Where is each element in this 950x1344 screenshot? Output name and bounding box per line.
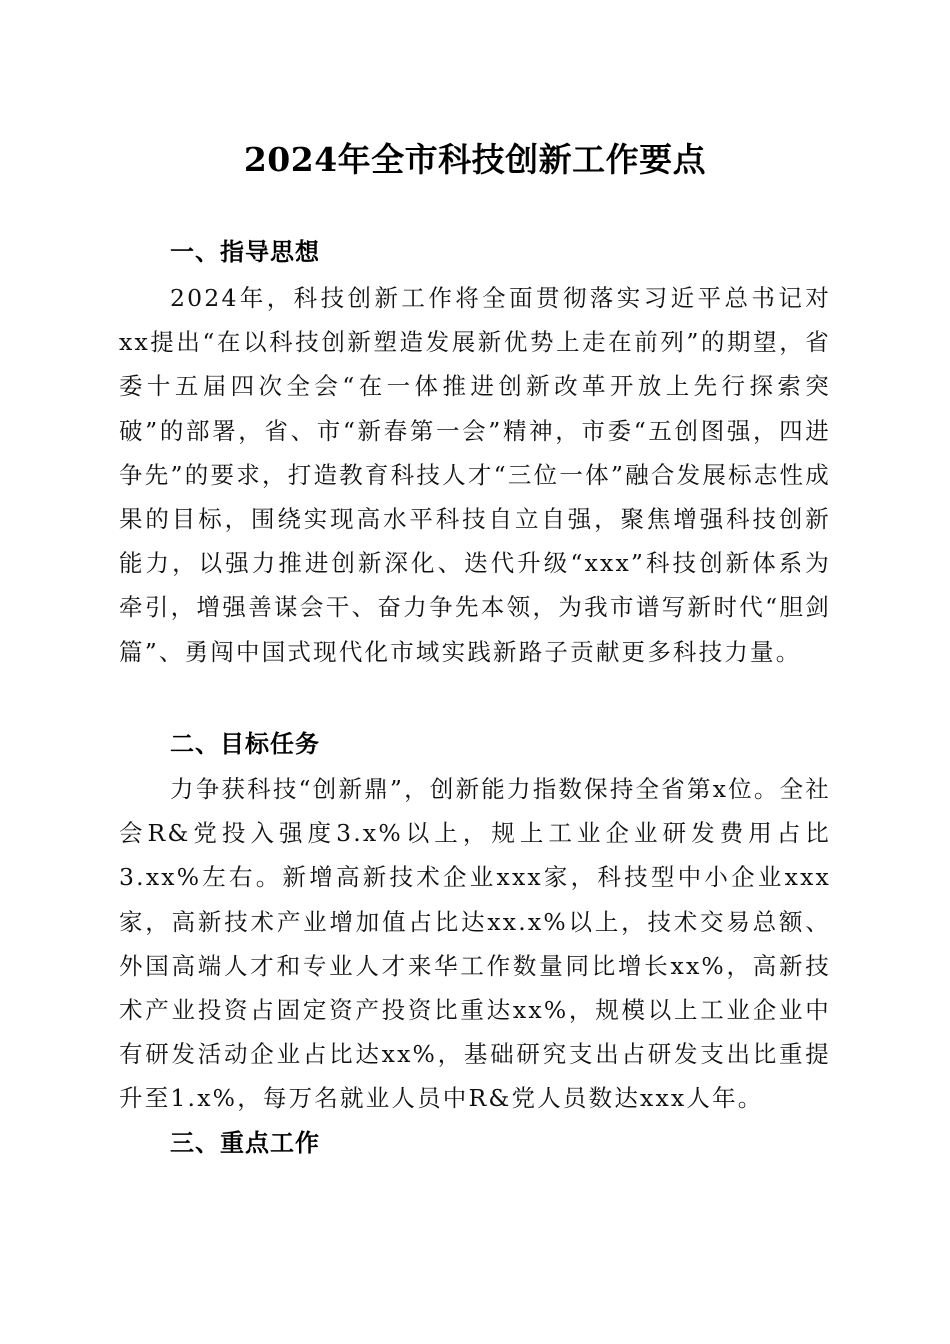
section-paragraph-guiding-ideology: 2024年，科技创新工作将全面贯彻落实习近平总书记对xx提出“在以科技创新塑造发展新优势上走在前列”的期望，省委十五届四次全会“在一体推进创新改革开放上先行探索突破”的部署，省、市“新春第一会”精神，市委“五创图强，四进争先”的要求，打造教育科技人才“三位一体”融合发展标志性成果的目标，围绕实现高水平科技自立自强，聚焦增强科技创新能力，以强力推进创新深化、迭代升级“xxx”科技创新体系为牵引，增强善谋会干、奋力争先本领，为我市谱写新时代“胆剑篇”、勇闯中国式现代化市域实践新路子贡献更多科技力量。 (119, 284, 831, 666)
section-heading-guiding-ideology: 一、指导思想 (170, 238, 320, 266)
section-heading-key-work: 三、重点工作 (170, 1129, 320, 1157)
page-title: 2024年全市科技创新工作要点 (243, 140, 707, 179)
section-paragraph-targets: 力争获科技“创新鼎”，创新能力指数保持全省第x位。全社会R&党投入强度3.x%以上，规上工业企业研发费用占比3.xx%左右。新增高新技术企业xxx家，科技型中小企业xxx家，高新技术产业增加值占比达xx.x%以上，技术交易总额、外国高端人才和专业人才来华工作数量同比增长xx%，高新技术产业投资占固定资产投资比重达xx%，规模以上工业企业中有研发活动企业占比达xx%，基础研究支出占研发支出比重提升至1.x%，每万名就业人员中R&党人员数达xxx人年。 (119, 775, 831, 1113)
section-heading-targets: 二、目标任务 (170, 730, 320, 758)
